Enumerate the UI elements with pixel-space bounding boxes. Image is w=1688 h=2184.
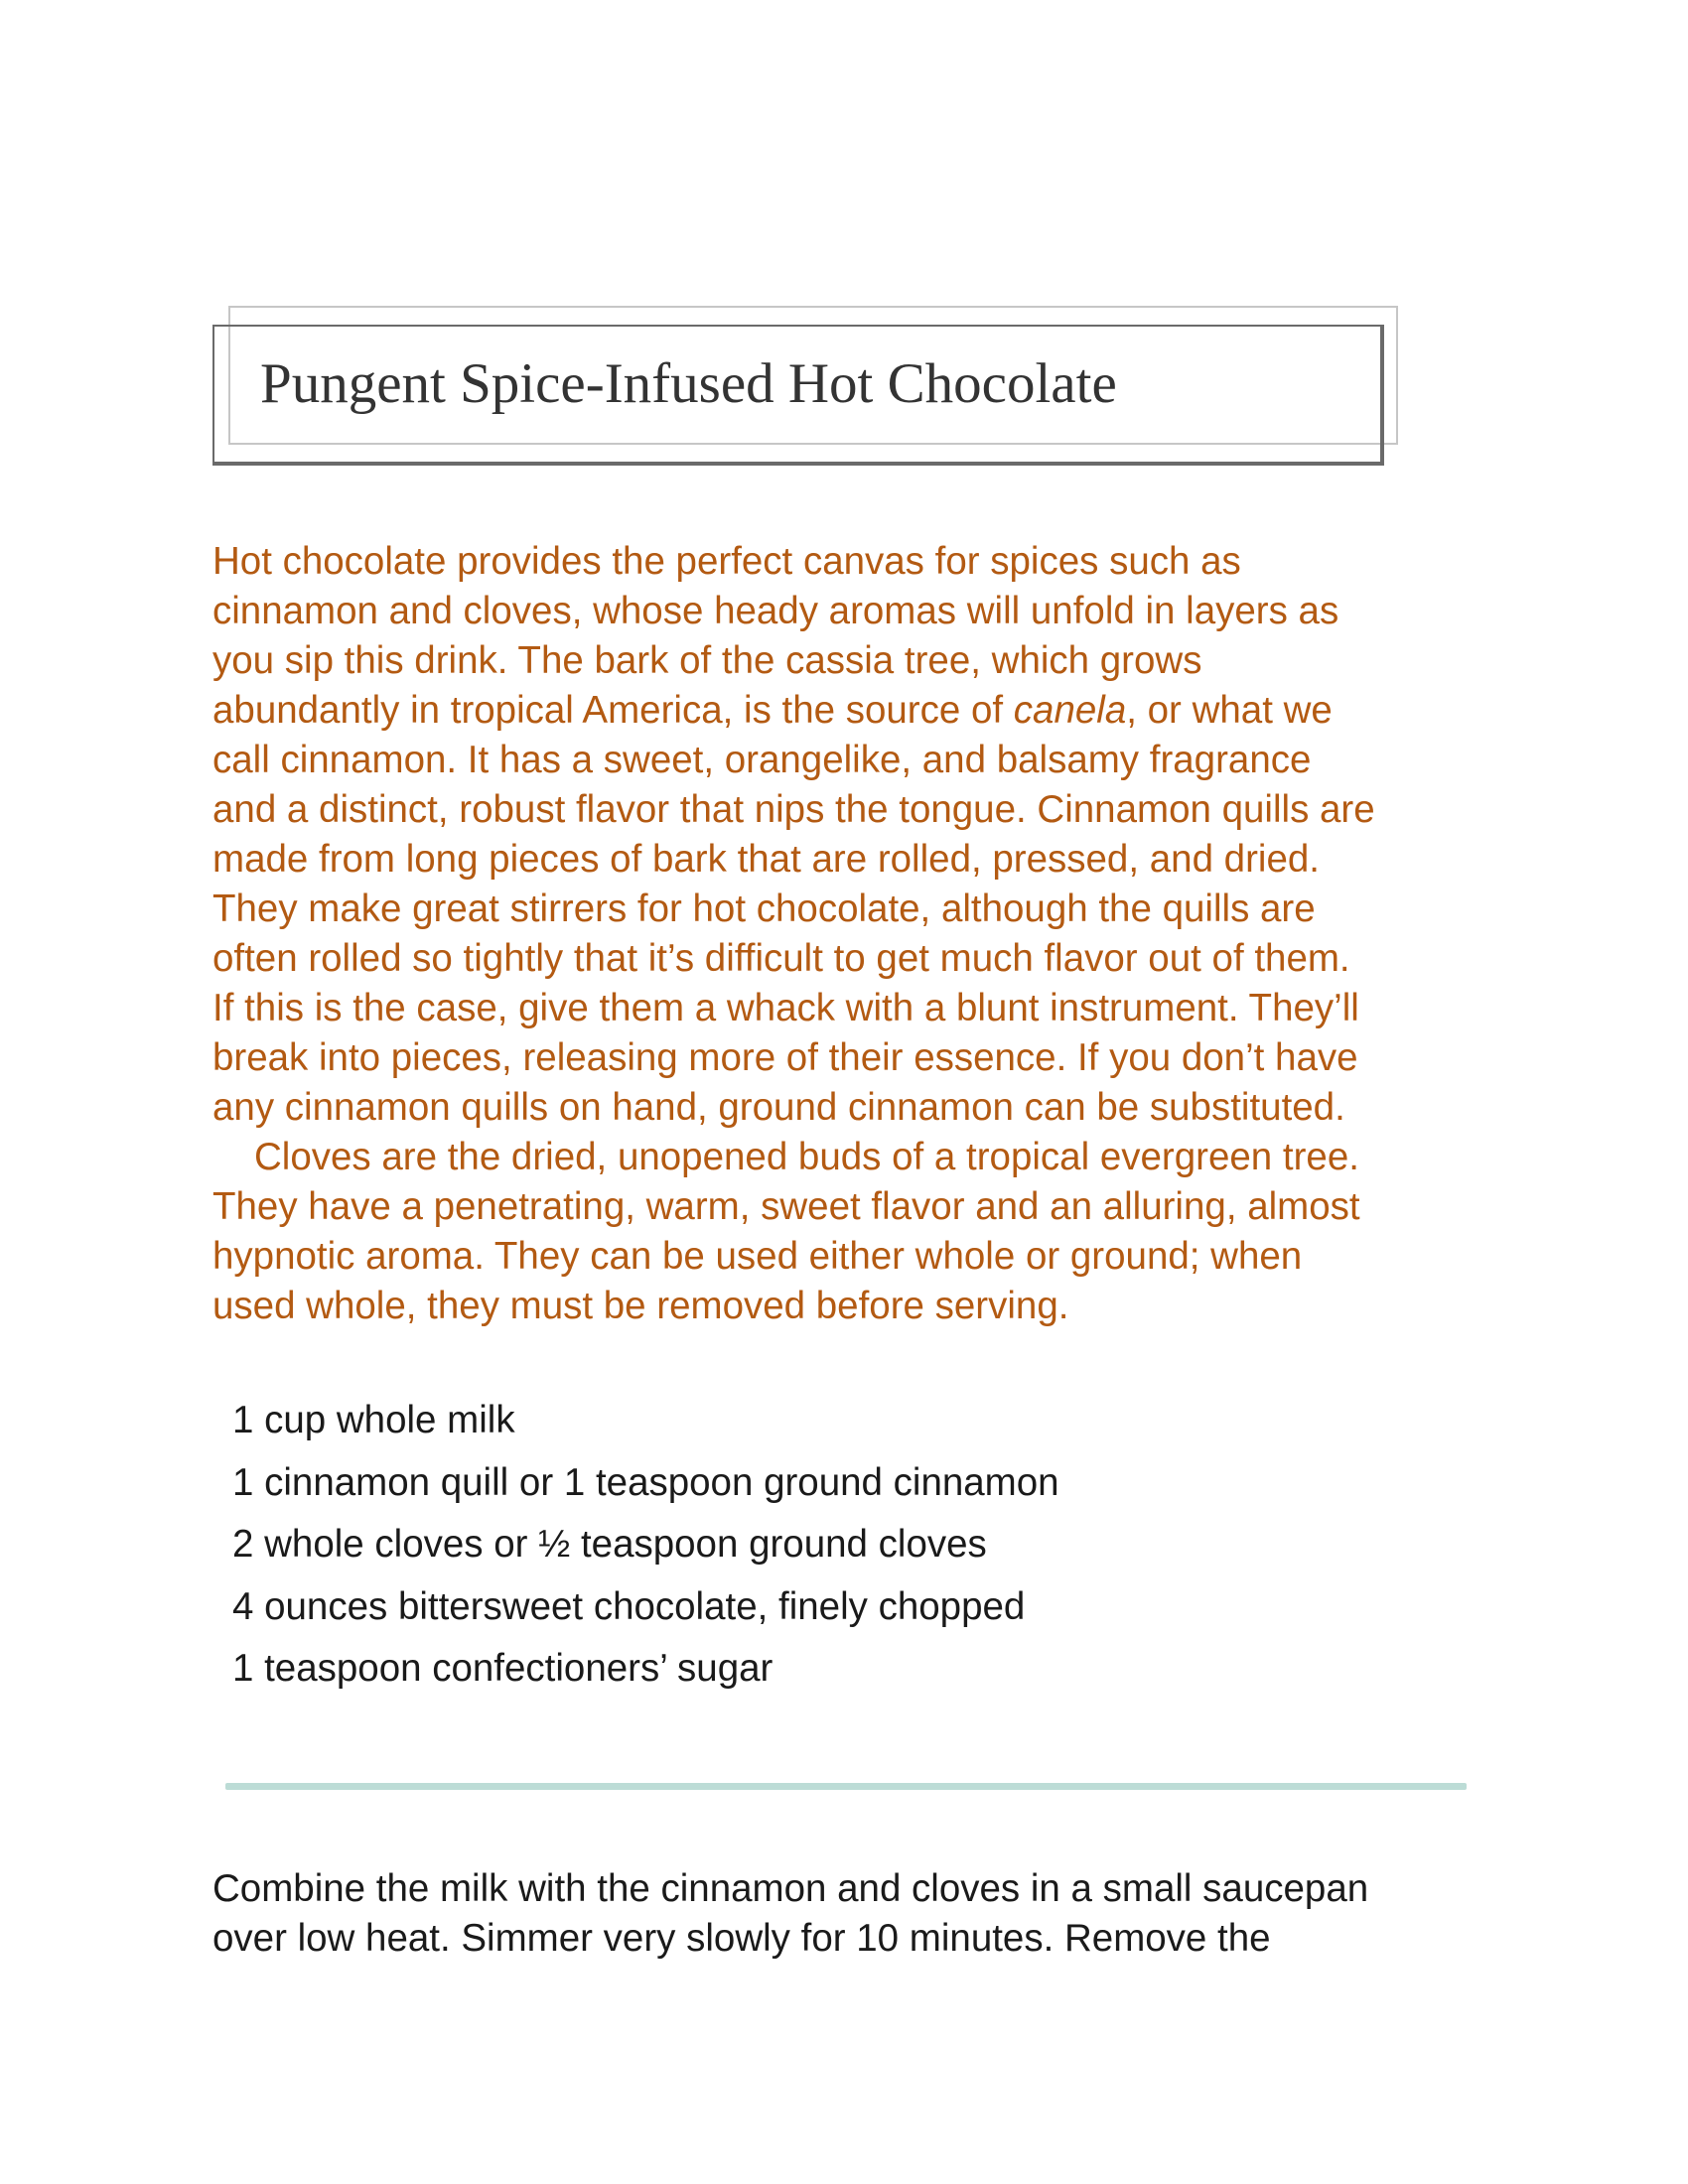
ingredient-item: 1 teaspoon confectioners’ sugar [232,1647,774,1690]
ingredient-item: 1 cup whole milk [232,1399,515,1441]
intro-line: made from long pieces of bark that are rolled, pressed, and dried. [212,838,1320,881]
ingredient-item: 1 cinnamon quill or 1 teaspoon ground cinnamon [232,1460,1059,1504]
recipe-title: Pungent Spice-Infused Hot Chocolate [260,352,1117,415]
ingredient-list [232,1390,1059,1701]
directions-paragraph [212,1864,1493,1964]
intro-line: and a distinct, robust flavor that nips the tongue. Cinnamon quills are [212,788,1375,831]
intro-line: you sip this drink. The bark of the cassia tree, which grows [212,639,1202,682]
intro-line: often rolled so tightly that it’s difficult to get much flavor out of them. [212,937,1350,980]
intro-line: any cinnamon quills on hand, ground cinnamon can be substituted. [212,1086,1345,1129]
intro-line: used whole, they must be removed before serving. [212,1285,1069,1327]
intro-text: abundantly in tropical America, is the source of [212,689,1014,732]
ingredient-item: 4 ounces bittersweet chocolate, finely chopped [232,1584,1026,1628]
intro-line: If this is the case, give them a whack with a blunt instrument. They’ll [212,987,1359,1029]
intro-text: , or what we [1126,689,1333,732]
intro-line: hypnotic aroma. They can be used either whole or ground; when [212,1235,1303,1278]
intro-line: They have a penetrating, warm, sweet flavor and an alluring, almost [212,1185,1360,1228]
canela-term: canela [1013,689,1127,732]
section-divider [225,1783,1467,1790]
intro-line: They make great stirrers for hot chocolate, although the quills are [212,887,1316,930]
intro-line: break into pieces, releasing more of their essence. If you don’t have [212,1036,1358,1079]
intro-line: call cinnamon. It has a sweet, orangelike, and balsamy fragrance [212,739,1312,781]
intro-line: cinnamon and cloves, whose heady aromas will unfold in layers as [212,590,1339,632]
directions-line: over low heat. Simmer very slowly for 10 minutes. Remove the [212,1917,1271,1960]
ingredient-item: 2 whole cloves or ½ teaspoon ground cloves [232,1523,987,1566]
intro-line: Cloves are the dried, unopened buds of a tropical evergreen tree. [254,1136,1359,1178]
intro-paragraph [212,537,1493,1331]
intro-line [212,686,1493,736]
intro-line: Hot chocolate provides the perfect canvas for spices such as [212,540,1241,583]
directions-line: Combine the milk with the cinnamon and cloves in a small saucepan [212,1867,1369,1910]
